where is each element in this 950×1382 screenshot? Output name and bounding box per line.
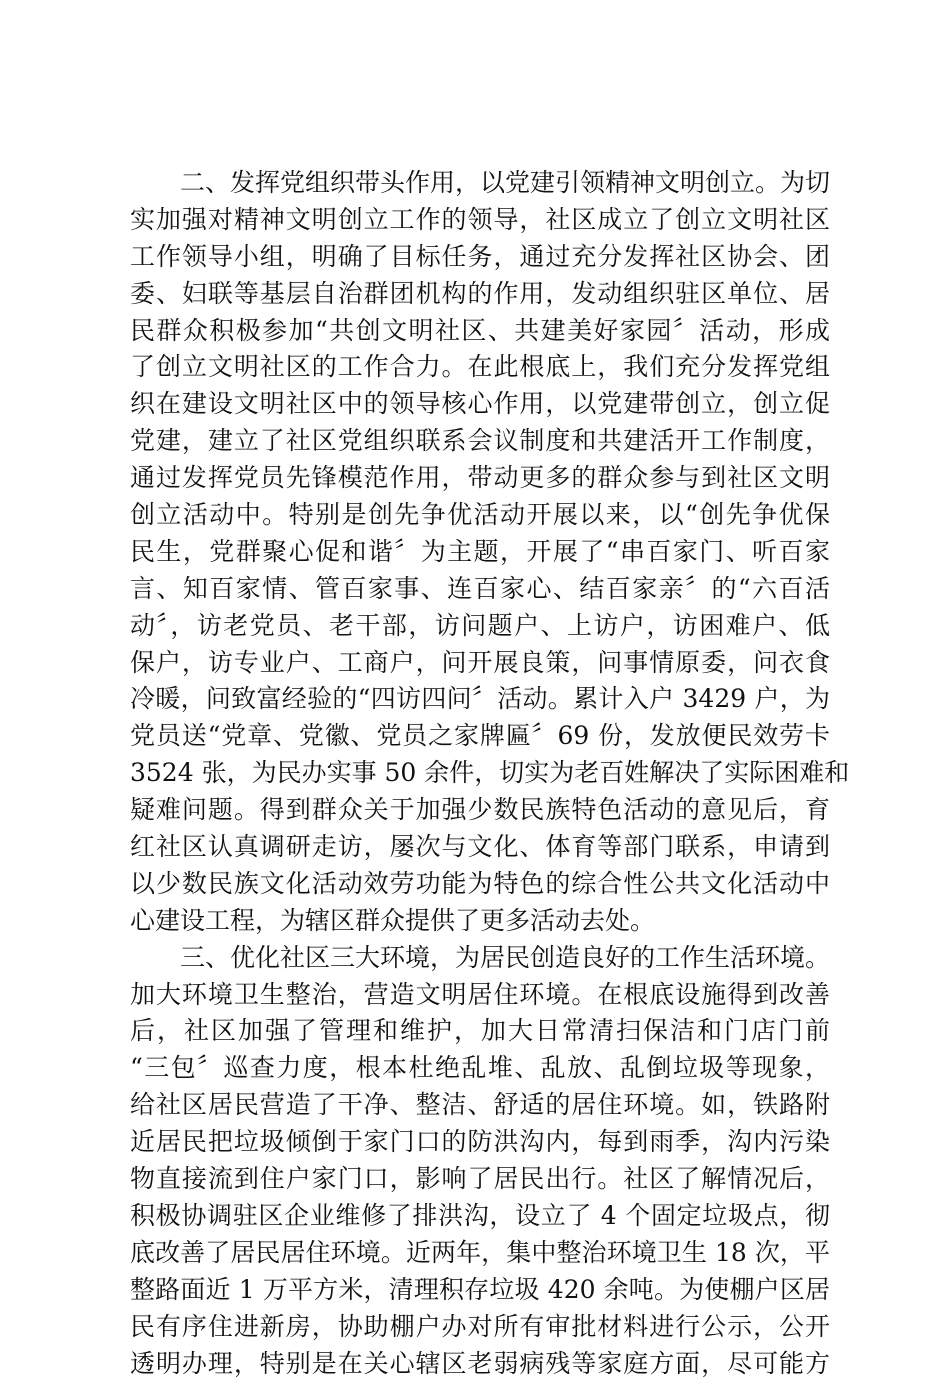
text-line: 后，社区加强了管理和维护，加大日常清扫保洁和门店门前 xyxy=(130,1013,830,1050)
text-line: 近居民把垃圾倾倒于家门口的防洪沟内，每到雨季，沟内污染 xyxy=(130,1124,830,1161)
text-line: 透明办理，特别是在关心辖区老弱病残等家庭方面，尽可能方 xyxy=(130,1346,830,1382)
text-line: 织在建设文明社区中的领导核心作用，以党建带创立，创立促 xyxy=(130,386,830,423)
text-line: 了创立文明社区的工作合力。在此根底上，我们充分发挥党组 xyxy=(130,349,830,386)
text-line: 底改善了居民居住环境。近两年，集中整治环境卫生 18 次，平 xyxy=(130,1235,830,1272)
text-line: 物直接流到住户家门口，影响了居民出行。社区了解情况后， xyxy=(130,1161,830,1198)
text-line: 冷暖，问致富经验的“四访四问〞活动。累计入户 3429 户，为 xyxy=(130,681,830,718)
text-line: 以少数民族文化活动效劳功能为特色的综合性公共文化活动中 xyxy=(130,866,830,903)
text-line: 通过发挥党员先锋模范作用，带动更多的群众参与到社区文明 xyxy=(130,460,830,497)
text-line: 动〞，访老党员、老干部，访问题户、上访户，访困难户、低 xyxy=(130,608,830,645)
paragraph-party-building xyxy=(130,165,830,940)
text-line: 三、优化社区三大环境，为居民创造良好的工作生活环境。 xyxy=(130,940,830,977)
text-line: 3524 张，为民办实事 50 余件，切实为老百姓解决了实际困难和 xyxy=(130,755,830,792)
text-line: 加大环境卫生整治，营造文明居住环境。在根底设施得到改善 xyxy=(130,977,830,1014)
text-line: 创立活动中。特别是创先争优活动开展以来，以“创先争优保 xyxy=(130,497,830,534)
text-line: 红社区认真调研走访，屡次与文化、体育等部门联系，申请到 xyxy=(130,829,830,866)
paragraph-environment xyxy=(130,940,830,1382)
text-line: 给社区居民营造了干净、整洁、舒适的居住环境。如，铁路附 xyxy=(130,1087,830,1124)
text-line: 整路面近 1 万平方米，清理积存垃圾 420 余吨。为使棚户区居 xyxy=(130,1272,830,1309)
text-line: 民群众积极参加“共创文明社区、共建美好家园〞活动，形成 xyxy=(130,313,830,350)
document-body xyxy=(130,165,830,1382)
text-line: 党建，建立了社区党组织联系会议制度和共建活开工作制度， xyxy=(130,423,830,460)
text-line: 委、妇联等基层自治群团机构的作用，发动组织驻区单位、居 xyxy=(130,276,830,313)
text-line: “三包〞巡查力度，根本杜绝乱堆、乱放、乱倒垃圾等现象， xyxy=(130,1050,830,1087)
text-line: 党员送“党章、党徽、党员之家牌匾〞69 份，发放便民效劳卡 xyxy=(130,718,830,755)
text-line: 疑难问题。得到群众关于加强少数民族特色活动的意见后，育 xyxy=(130,792,830,829)
text-line: 保户，访专业户、工商户，问开展良策，问事情原委，问衣食 xyxy=(130,645,830,682)
text-line: 言、知百家情、管百家事、连百家心、结百家亲〞的“六百活 xyxy=(130,571,830,608)
text-line: 二、发挥党组织带头作用，以党建引领精神文明创立。为切 xyxy=(130,165,830,202)
text-line: 实加强对精神文明创立工作的领导，社区成立了创立文明社区 xyxy=(130,202,830,239)
text-line: 工作领导小组，明确了目标任务，通过充分发挥社区协会、团 xyxy=(130,239,830,276)
text-line: 积极协调驻区企业维修了排洪沟，设立了 4 个固定垃圾点，彻 xyxy=(130,1198,830,1235)
text-line: 民生，党群聚心促和谐〞为主题，开展了“串百家门、听百家 xyxy=(130,534,830,571)
text-line: 心建设工程，为辖区群众提供了更多活动去处。 xyxy=(130,903,830,940)
text-line: 民有序住进新房，协助棚户办对所有审批材料进行公示，公开 xyxy=(130,1309,830,1346)
